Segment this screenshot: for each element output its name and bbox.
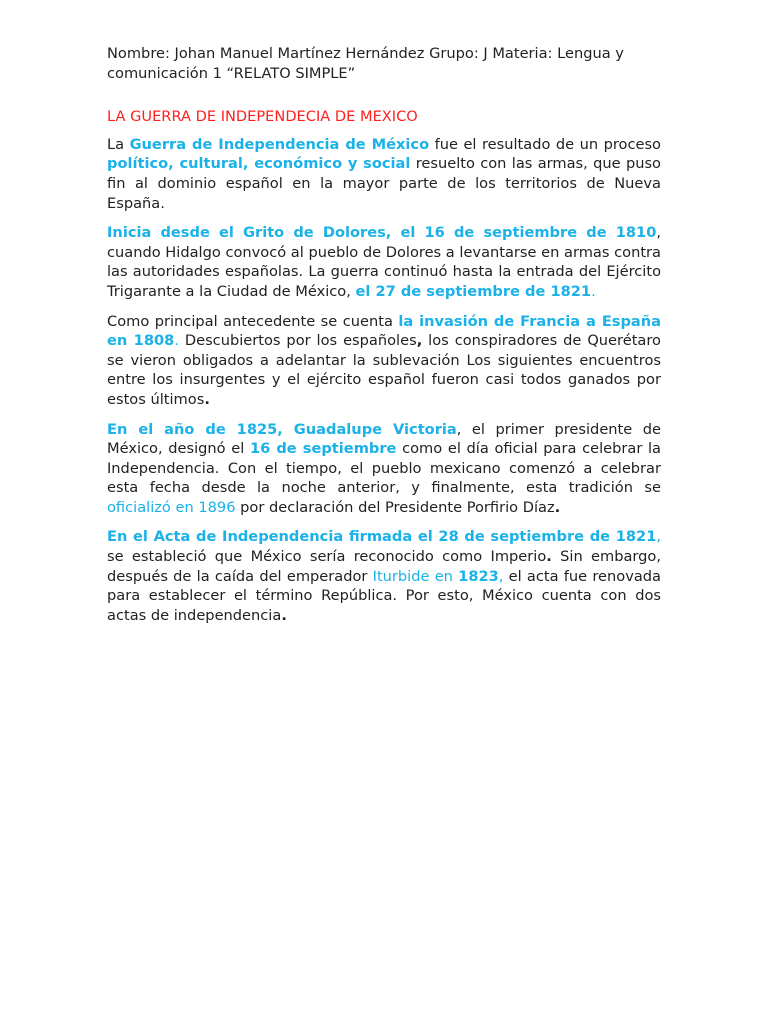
- highlight-text: En el año de 1825, Guadalupe Victoria: [107, 420, 457, 438]
- text: como el día oficial para celebrar la Independencia. Con el tiempo, el pueblo mexicano comenzó a celebrar esta fecha desde la noche anterior, y finalmente, esta tradición se: [107, 440, 661, 497]
- bold-punct: .: [554, 498, 561, 516]
- highlight-text: En el Acta de Independencia firmada el 28 de septiembre de 1821: [107, 528, 657, 546]
- highlight-text: Inicia desde el Grito de Dolores, el 16 de septiembre de 1810: [107, 224, 657, 242]
- highlight-text: ,: [498, 567, 504, 585]
- text: los conspiradores de Querétaro se vieron obligados a adelantar la sublevación Los siguientes encuentros entre los insurgentes y el ejército español fueron casi todos ganados por estos últimos: [107, 332, 661, 408]
- text: , el primer presidente de México, designó el: [107, 420, 661, 458]
- highlight-text: 16 de septiembre: [249, 440, 397, 458]
- highlight-text: .: [174, 332, 179, 350]
- paragraph-3: [107, 312, 661, 410]
- text: por declaración del Presidente Porfirio Díaz: [235, 498, 555, 516]
- bold-punct: .: [204, 390, 210, 408]
- text: Como principal antecedente se cuenta: [107, 312, 399, 330]
- text: fue el resultado de un proceso: [429, 135, 661, 153]
- bold-punct: .: [281, 606, 287, 624]
- highlight-text: la invasión de Francia a España en 1808: [107, 312, 662, 350]
- highlight-text: 1823: [458, 567, 499, 585]
- highlight-text: .: [591, 282, 596, 300]
- paragraph-1: [107, 135, 661, 213]
- highlight-text: político, cultural, económico y social: [107, 155, 411, 173]
- highlight-text: Iturbide en: [372, 567, 459, 585]
- paragraph-5: [107, 527, 661, 625]
- text: se estableció que México sería reconocido como Imperio: [107, 548, 547, 566]
- bold-punct: ,: [416, 332, 423, 350]
- highlight-text: oficializó en 1896: [107, 498, 236, 516]
- text: resuelto con las armas, que puso fin al dominio español en la mayor parte de los territorios de Nueva España.: [107, 155, 661, 212]
- text: La: [107, 135, 130, 153]
- text: el acta fue renovada para establecer el término República. Por esto, México cuenta con dos actas de independencia: [107, 567, 661, 624]
- highlight-text: Guerra de Independencia de México: [129, 135, 430, 153]
- bold-punct: .: [546, 548, 552, 566]
- header-line: Nombre: Johan Manuel Martínez Hernández Grupo: J Materia: Lengua y comunicación 1 “RELATO SIMPLE”: [107, 45, 624, 82]
- text: Descubiertos por los españoles: [178, 332, 417, 350]
- highlight-text: ,: [656, 528, 661, 546]
- text: , cuando Hidalgo convocó al pueblo de Dolores a levantarse en armas contra las autoridades españolas. La guerra continuó hasta la entrada del Ejército Trigarante a la Ciudad de México,: [107, 224, 661, 300]
- paragraph-4: [107, 420, 661, 518]
- document-title: LA GUERRA DE INDEPENDECIA DE MEXICO: [107, 108, 418, 126]
- document-page: [107, 44, 661, 625]
- paragraph-2: [107, 223, 661, 301]
- highlight-text: el 27 de septiembre de 1821: [355, 282, 592, 300]
- text: Sin embargo, después de la caída del emperador: [107, 548, 661, 585]
